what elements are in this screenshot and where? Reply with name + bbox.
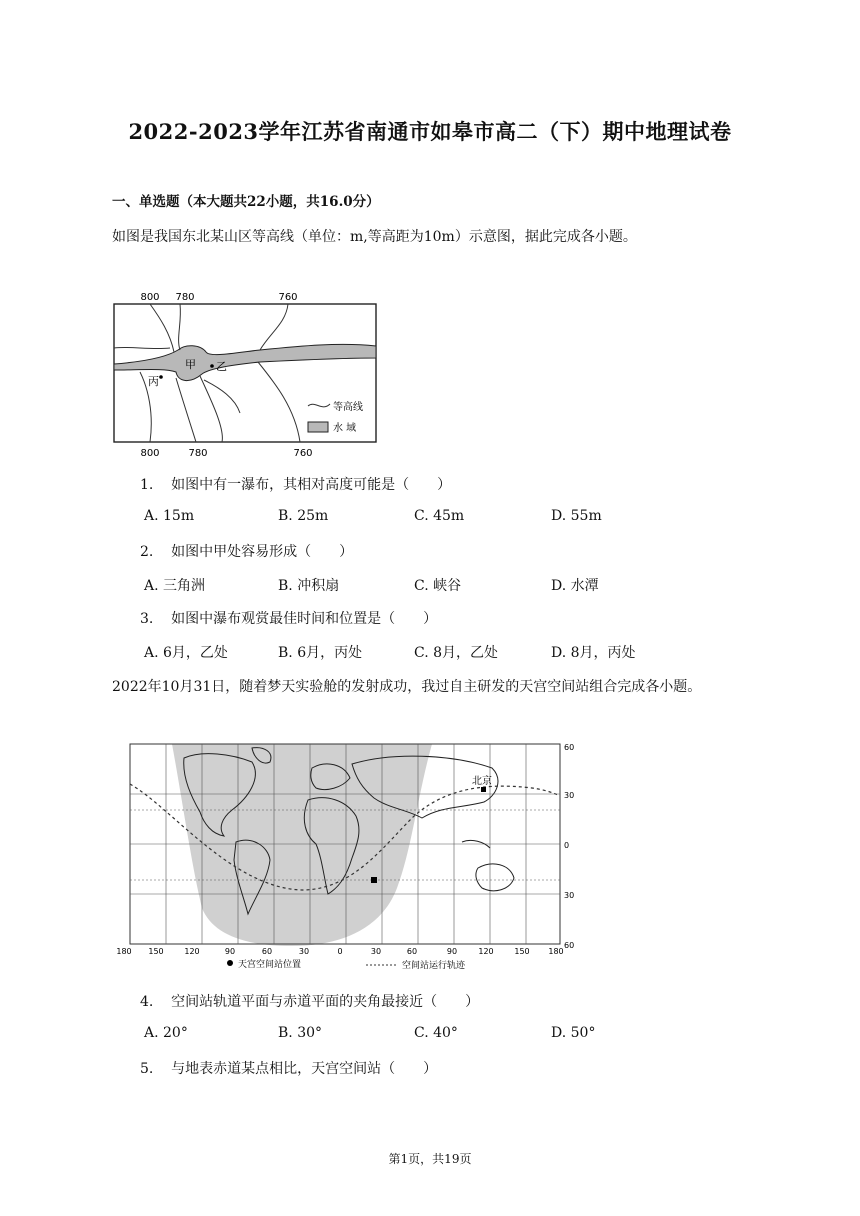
q1-number: 1. xyxy=(140,477,154,493)
q4-option-d[interactable]: D. 50° xyxy=(551,1025,596,1041)
intro-paragraph-2: 2022年10月31日，随着梦天实验舱的发射成功，我过自主研发的天宫空间站组合完成各小题。 xyxy=(112,679,702,695)
q3-option-d[interactable]: D. 8月，丙处 xyxy=(551,645,636,661)
q2-number: 2. xyxy=(140,544,154,560)
lat-label-30s: 30 xyxy=(564,891,575,900)
label-bing: 丙 xyxy=(148,375,159,388)
q3-number: 3. xyxy=(140,611,154,627)
lon-label: 120 xyxy=(478,947,494,956)
q5-text: 与地表赤道某点相比，天宫空间站（ ） xyxy=(171,1061,438,1077)
q3-option-c[interactable]: C. 8月，乙处 xyxy=(414,645,499,661)
lon-label: 30 xyxy=(298,947,310,956)
q4-option-b[interactable]: B. 30° xyxy=(278,1025,323,1041)
lat-label-0: 0 xyxy=(564,841,570,850)
q4-text: 空间站轨道平面与赤道平面的夹角最接近（ ） xyxy=(171,994,480,1010)
label-yi: 乙 xyxy=(216,360,227,373)
city-label-beijing: 北京 xyxy=(472,776,492,787)
beijing-marker xyxy=(481,787,486,792)
q2-option-b[interactable]: B. 冲积扇 xyxy=(278,578,340,594)
page-title: 2022-2023学年江苏省南通市如皋市高二（下）期中地理试卷 xyxy=(128,119,732,144)
lon-label: 30 xyxy=(370,947,382,956)
legend-station-label: 天宫空间站位置 xyxy=(238,960,302,970)
legend-water-swatch xyxy=(308,422,328,432)
lon-label: 90 xyxy=(446,947,458,956)
q1-text: 如图中有一瀑布，其相对高度可能是（ ） xyxy=(171,477,452,493)
contour-label-top-800: 800 xyxy=(140,292,160,303)
lon-label: 90 xyxy=(224,947,236,956)
q5-number: 5. xyxy=(140,1061,154,1077)
contour-label-bottom-760: 760 xyxy=(293,448,313,458)
q2-option-c[interactable]: C. 峡谷 xyxy=(414,578,462,594)
q4-number: 4. xyxy=(140,994,154,1010)
lon-label: 180 xyxy=(116,947,132,956)
legend-water-label: 水 域 xyxy=(333,423,357,434)
lon-label: 60 xyxy=(261,947,273,956)
lon-label: 0 xyxy=(337,947,343,956)
legend-orbit-label: 空间站运行轨迹 xyxy=(402,961,466,971)
q1-option-d[interactable]: D. 55m xyxy=(551,508,602,524)
point-yi xyxy=(210,364,214,368)
q1-option-c[interactable]: C. 45m xyxy=(414,508,465,524)
q3-text: 如图中瀑布观赏最佳时间和位置是（ ） xyxy=(171,611,438,627)
q4-option-a[interactable]: A. 20° xyxy=(144,1025,188,1041)
q2-option-d[interactable]: D. 水潭 xyxy=(551,578,599,594)
lat-label-60s: 60 xyxy=(564,941,575,950)
space-station-marker xyxy=(371,877,377,883)
lon-label: 180 xyxy=(548,947,564,956)
lon-label: 60 xyxy=(406,947,418,956)
contour-label-bottom-800: 800 xyxy=(140,448,160,458)
q3-option-b[interactable]: B. 6月，丙处 xyxy=(278,645,363,661)
contour-label-top-780: 780 xyxy=(175,292,195,303)
q2-option-a[interactable]: A. 三角洲 xyxy=(144,578,206,594)
point-bing xyxy=(159,375,163,379)
lat-label-60n: 60 xyxy=(564,743,575,752)
night-shade-region xyxy=(172,744,432,946)
label-jia: 甲 xyxy=(185,358,196,371)
section-heading: 一、单选题（本大题共22小题，共16.0分） xyxy=(112,194,380,210)
legend-station-swatch xyxy=(227,960,233,966)
lon-label: 120 xyxy=(184,947,200,956)
contour-label-top-760: 760 xyxy=(278,292,298,303)
q2-text: 如图中甲处容易形成（ ） xyxy=(171,544,354,560)
lon-label: 150 xyxy=(148,947,164,956)
q4-option-c[interactable]: C. 40° xyxy=(414,1025,458,1041)
intro-paragraph-1: 如图是我国东北某山区等高线（单位：m,等高距为10m）示意图，据此完成各小题。 xyxy=(112,229,637,245)
contour-map xyxy=(110,288,380,458)
lat-label-30n: 30 xyxy=(564,791,575,800)
legend-contour-label: 等高线 xyxy=(333,402,363,413)
contour-label-bottom-780: 780 xyxy=(188,448,208,458)
orbit-world-map xyxy=(112,738,582,978)
australia-outline xyxy=(476,864,514,891)
lon-label: 150 xyxy=(514,947,530,956)
q3-option-a[interactable]: A. 6月，乙处 xyxy=(144,645,228,661)
page-footer: 第1页，共19页 xyxy=(388,1152,472,1166)
q1-option-b[interactable]: B. 25m xyxy=(278,508,329,524)
q1-option-a[interactable]: A. 15m xyxy=(144,508,195,524)
